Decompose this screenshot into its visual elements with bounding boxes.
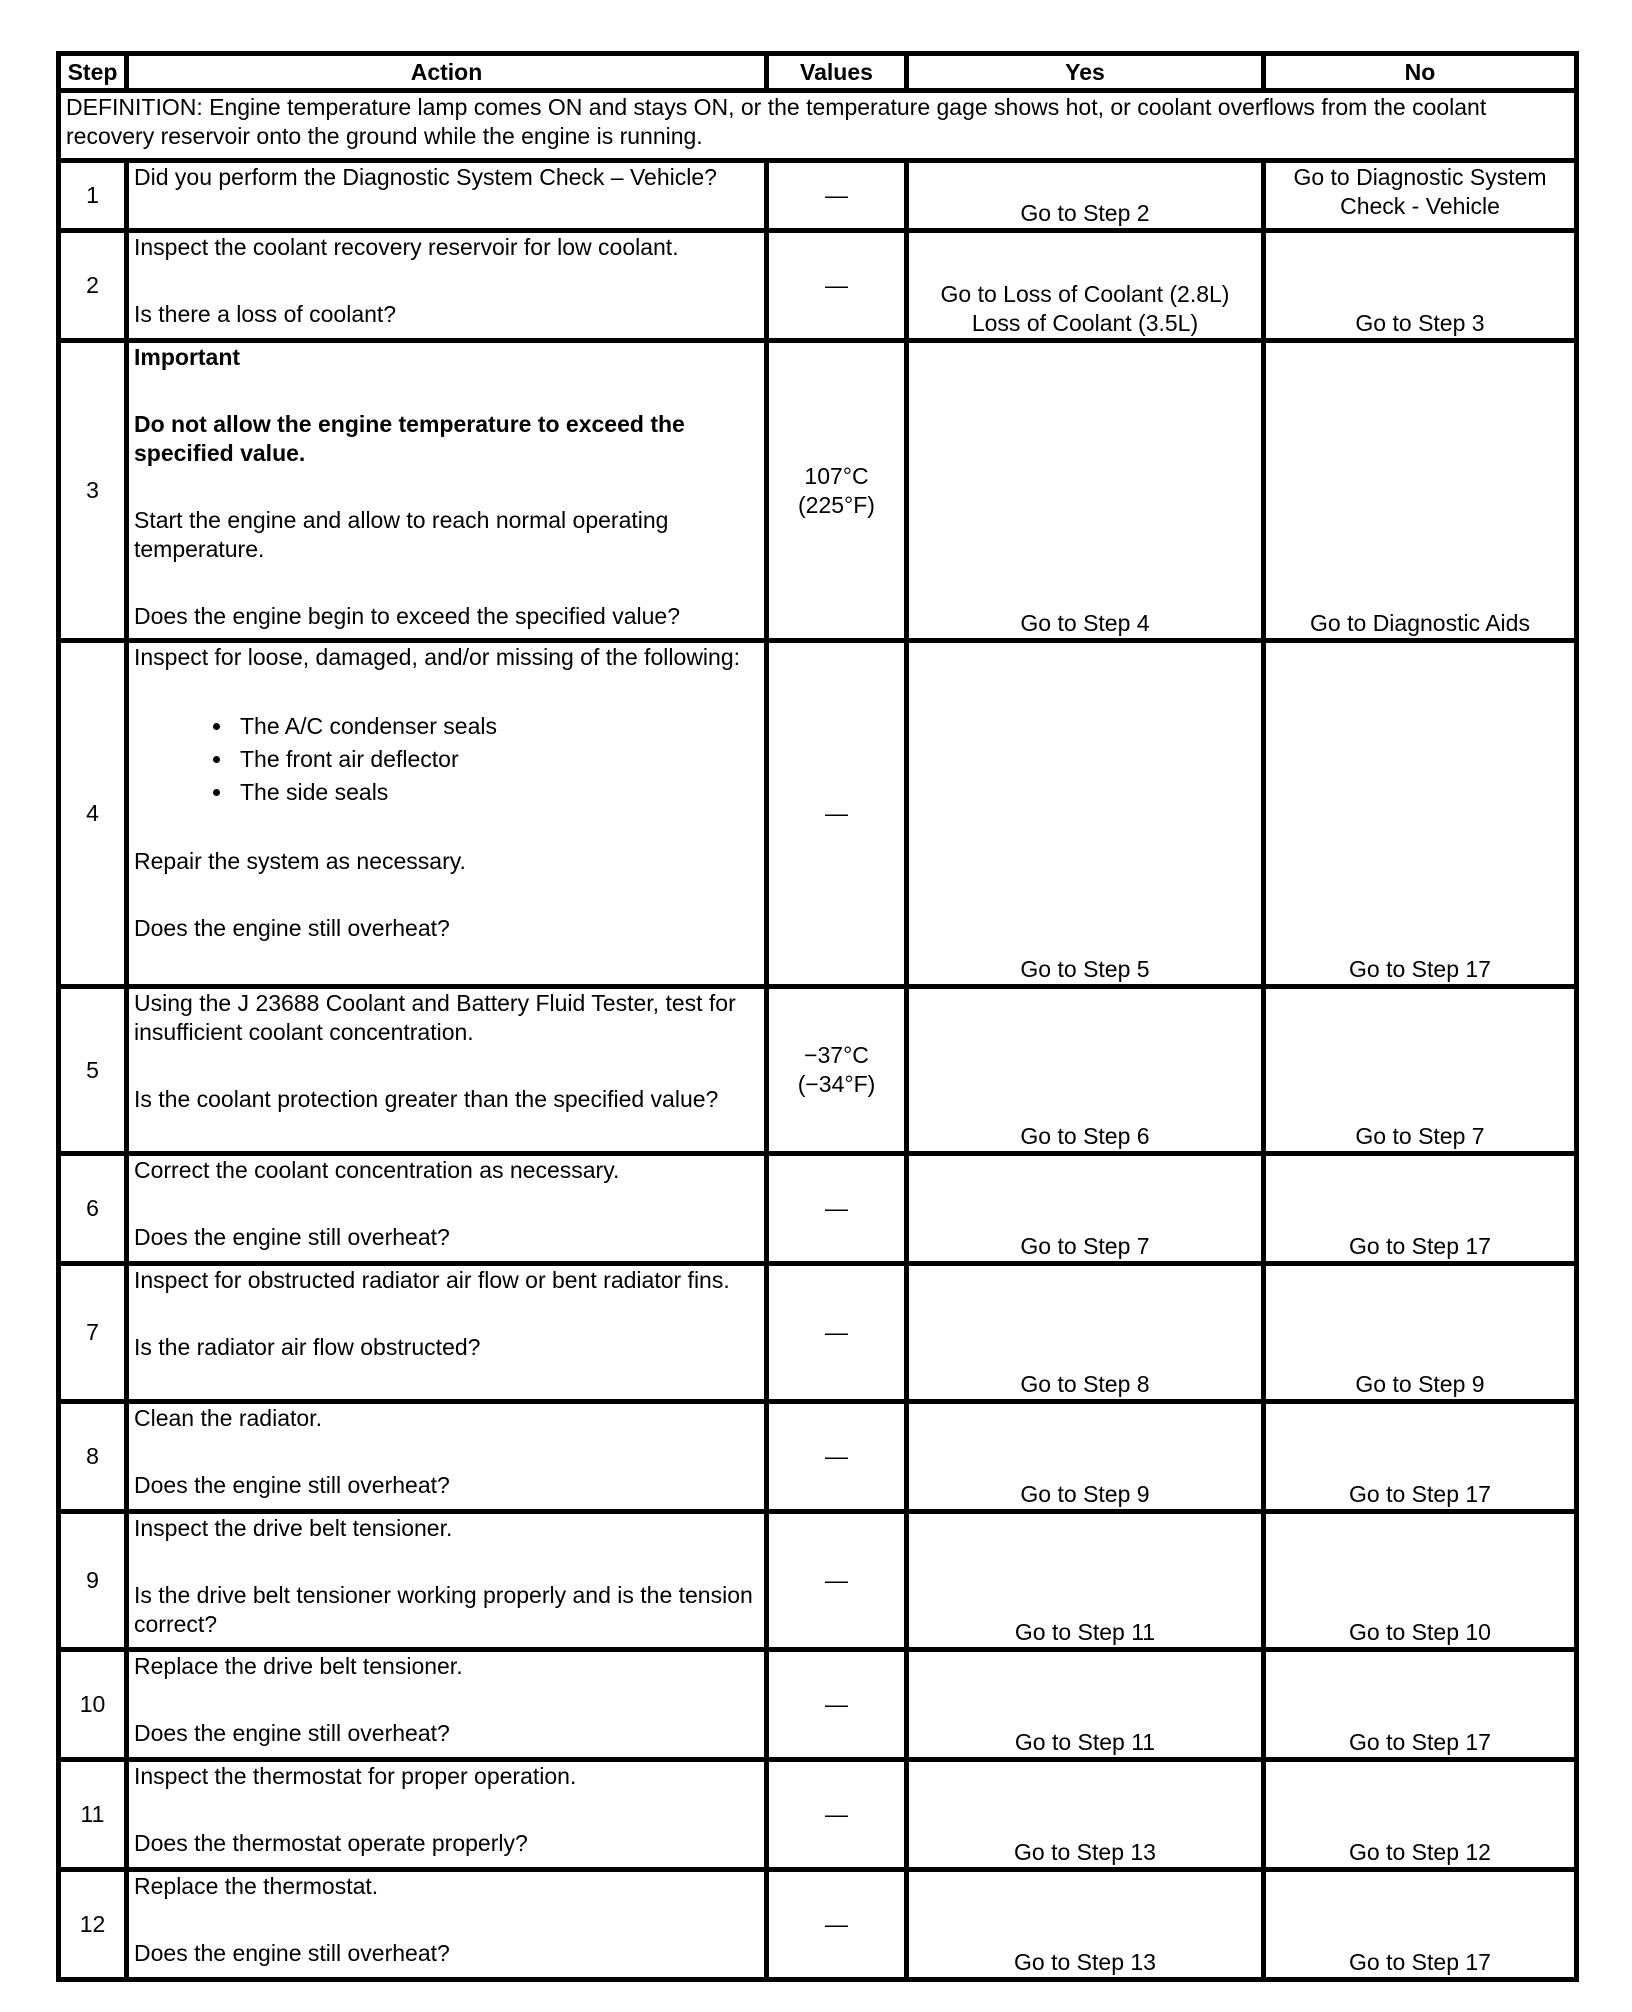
action-text: Inspect the coolant recovery reservoir for low coolant. — [134, 234, 679, 260]
table-row — [59, 231, 1577, 341]
no-cell: Go to Step 17 — [1264, 1154, 1577, 1264]
header-step: Step — [59, 54, 127, 91]
header-row — [59, 54, 1577, 91]
action-cell — [127, 1264, 767, 1402]
action-text: Correct the coolant concentration as necessary. — [134, 1157, 620, 1183]
no-cell: Go to Step 17 — [1264, 1870, 1577, 1980]
yes-cell: Go to Step 11 — [907, 1650, 1264, 1760]
no-cell: Go to Diagnostic Aids — [1264, 341, 1577, 641]
action-cell — [127, 1512, 767, 1650]
header-values: Values — [767, 54, 907, 91]
table-row — [59, 987, 1577, 1154]
step-number: 8 — [59, 1402, 127, 1512]
yes-cell: Go to Step 13 — [907, 1760, 1264, 1870]
no-cell: Go to Step 17 — [1264, 1402, 1577, 1512]
no-cell: Go to Step 7 — [1264, 987, 1577, 1154]
yes-cell: Go to Step 2 — [907, 161, 1264, 231]
yes-line: Loss of Coolant (3.5L) — [971, 310, 1199, 336]
list-item: • The A/C condenser seals — [234, 710, 759, 743]
action-cell — [127, 641, 767, 987]
values-cell: — — [767, 1870, 907, 1980]
action-cell — [127, 1650, 767, 1760]
action-cell — [127, 987, 767, 1154]
diagnostic-table — [56, 51, 1579, 1982]
action-text: Start the engine and allow to reach normal operating temperature. — [134, 507, 669, 562]
no-cell: Go to Step 12 — [1264, 1760, 1577, 1870]
warning-text: Do not allow the engine temperature to exceed the specified value. — [134, 411, 685, 466]
table-row — [59, 1402, 1577, 1512]
step-number: 2 — [59, 231, 127, 341]
no-cell: Go to Step 17 — [1264, 1650, 1577, 1760]
action-text: Inspect the drive belt tensioner. — [134, 1515, 453, 1541]
action-cell — [127, 1870, 767, 1980]
important-label: Important — [134, 344, 241, 370]
values-cell: — — [767, 641, 907, 987]
no-cell: Go to Step 17 — [1264, 641, 1577, 987]
yes-cell: Go to Step 7 — [907, 1154, 1264, 1264]
no-cell: Go to Step 10 — [1264, 1512, 1577, 1650]
table-row — [59, 161, 1577, 231]
yes-cell: Go to Step 9 — [907, 1402, 1264, 1512]
step-number: 9 — [59, 1512, 127, 1650]
step-number: 7 — [59, 1264, 127, 1402]
values-cell: — — [767, 1154, 907, 1264]
action-text: Inspect for obstructed radiator air flow or bent radiator fins. — [134, 1267, 730, 1293]
no-cell: Go to Step 3 — [1264, 231, 1577, 341]
values-cell: — — [767, 231, 907, 341]
action-question: Is the coolant protection greater than the specified value? — [134, 1086, 719, 1112]
step-number: 3 — [59, 341, 127, 641]
action-cell — [127, 161, 767, 231]
list-item: • The front air deflector — [234, 743, 759, 776]
values-cell: — — [767, 1760, 907, 1870]
action-question: Does the engine still overheat? — [134, 915, 450, 941]
action-text: Inspect for loose, damaged, and/or missing of the following: — [134, 644, 741, 670]
action-text: Clean the radiator. — [134, 1405, 322, 1431]
table-row — [59, 1512, 1577, 1650]
value-fahrenheit: (225°F) — [798, 491, 875, 518]
action-cell — [127, 341, 767, 641]
header-no: No — [1264, 54, 1577, 91]
yes-cell: Go to Step 13 — [907, 1870, 1264, 1980]
no-cell: Go to Diagnostic System Check - Vehicle — [1264, 161, 1577, 231]
header-yes: Yes — [907, 54, 1264, 91]
step-number: 5 — [59, 987, 127, 1154]
action-text: Replace the thermostat. — [134, 1873, 379, 1899]
values-cell: — — [767, 1650, 907, 1760]
action-text: Inspect the thermostat for proper operation. — [134, 1763, 577, 1789]
action-cell — [127, 1760, 767, 1870]
yes-cell: Go to Step 6 — [907, 987, 1264, 1154]
value-celsius: −37°C — [804, 1042, 869, 1068]
no-cell: Go to Step 9 — [1264, 1264, 1577, 1402]
definition-text: DEFINITION: Engine temperature lamp comes ON and stays ON, or the temperature gage shows hot, or coolant overflows from the coolant recovery reservoir onto the ground while the engine is running. — [59, 91, 1577, 161]
table-row — [59, 1650, 1577, 1760]
action-question: Is the drive belt tensioner working properly and is the tension correct? — [134, 1582, 753, 1637]
action-question: Does the engine begin to exceed the specified value? — [134, 603, 681, 629]
table-row — [59, 1154, 1577, 1264]
definition-row — [59, 91, 1577, 161]
values-cell — [767, 341, 907, 641]
action-question: Does the thermostat operate properly? — [134, 1830, 528, 1856]
header-action: Action — [127, 54, 767, 91]
action-cell — [127, 1154, 767, 1264]
yes-cell — [907, 231, 1264, 341]
action-text: Repair the system as necessary. — [134, 848, 466, 874]
step-number: 4 — [59, 641, 127, 987]
yes-cell: Go to Step 5 — [907, 641, 1264, 987]
action-question: Is the radiator air flow obstructed? — [134, 1334, 481, 1360]
values-cell: — — [767, 1264, 907, 1402]
action-text: Did you perform the Diagnostic System Check – Vehicle? — [134, 164, 717, 190]
action-question: Is there a loss of coolant? — [134, 301, 397, 327]
table-row — [59, 1870, 1577, 1980]
yes-cell: Go to Step 8 — [907, 1264, 1264, 1402]
table-row — [59, 641, 1577, 987]
bullet-list — [134, 710, 759, 809]
value-fahrenheit: (−34°F) — [797, 1071, 876, 1097]
table-row — [59, 341, 1577, 641]
action-text: Using the J 23688 Coolant and Battery Fluid Tester, test for insufficient coolant concentration. — [134, 990, 736, 1045]
yes-line: Go to Loss of Coolant (2.8L) — [940, 281, 1230, 307]
action-cell — [127, 1402, 767, 1512]
step-number: 10 — [59, 1650, 127, 1760]
action-question: Does the engine still overheat? — [134, 1720, 450, 1746]
values-cell: — — [767, 1402, 907, 1512]
yes-cell: Go to Step 4 — [907, 341, 1264, 641]
action-question: Does the engine still overheat? — [134, 1472, 450, 1498]
action-text: Replace the drive belt tensioner. — [134, 1653, 463, 1679]
value-celsius: 107°C — [804, 462, 869, 489]
values-cell: — — [767, 1512, 907, 1650]
step-number: 1 — [59, 161, 127, 231]
values-cell: — — [767, 161, 907, 231]
action-cell — [127, 231, 767, 341]
action-question: Does the engine still overheat? — [134, 1224, 450, 1250]
table-row — [59, 1264, 1577, 1402]
action-question: Does the engine still overheat? — [134, 1940, 450, 1966]
step-number: 11 — [59, 1760, 127, 1870]
table-row — [59, 1760, 1577, 1870]
step-number: 6 — [59, 1154, 127, 1264]
step-number: 12 — [59, 1870, 127, 1980]
yes-cell: Go to Step 11 — [907, 1512, 1264, 1650]
list-item: • The side seals — [234, 776, 759, 809]
values-cell — [767, 987, 907, 1154]
